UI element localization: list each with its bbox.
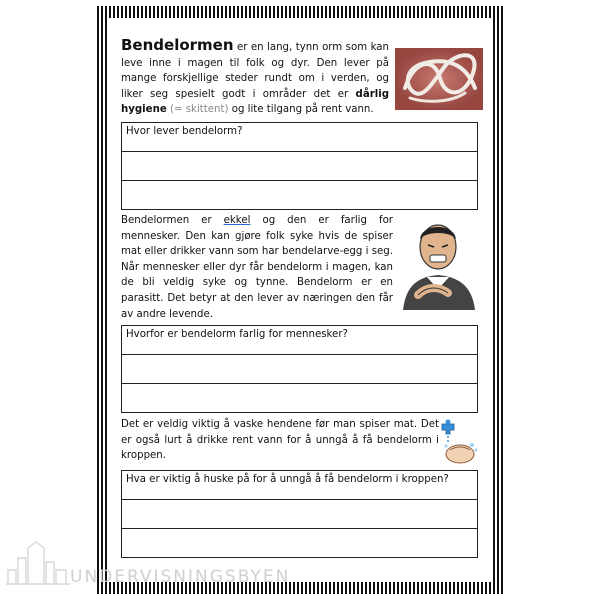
hygiene-paragraph: Det er veldig viktig å vaske hendene før man spiser mat. Det er også lurt å drikke rent vann for å unngå å få bendelorm i kroppen. — [121, 419, 439, 462]
sick-man-illustration — [398, 215, 478, 310]
question-1: Hvor lever bendelorm? — [122, 123, 477, 152]
answer-box-1 — [121, 122, 478, 210]
answer-line[interactable] — [122, 181, 477, 209]
underlined-word: ekkel — [223, 215, 251, 226]
answer-line[interactable] — [122, 384, 477, 412]
answer-box-2 — [121, 325, 478, 413]
answer-line[interactable] — [122, 500, 477, 529]
answer-line[interactable] — [122, 355, 477, 384]
danger-paragraph: Bendelormen er ekkel og den er farlig for mennesker. Den kan gjøre folk syke hvis de spiser mat eller drikker vann som har bendelarve-egg i seg. Når mennesker eller dyr får bendelorm i magen, kan de bli veldig syke og tynne. Bendelorm er en parasitt. Det betyr at den lever av næringen den får av andre levende. — [121, 215, 393, 320]
answer-box-3 — [121, 470, 478, 558]
city-skyline-logo — [6, 540, 72, 586]
answer-line[interactable] — [122, 152, 477, 181]
title-word: Bendelormen — [121, 36, 234, 54]
hand-washing-icon — [436, 418, 480, 468]
answer-line[interactable] — [122, 529, 477, 557]
tapeworm-image — [395, 48, 483, 110]
question-2: Hvorfor er bendelorm farlig for mennesker? — [122, 326, 477, 355]
intro-paragraph: Bendelormen er en lang, tynn orm som kan leve inne i magen til folk og dyr. Den lever på mange forskjellige steder rundt om i verden, og liker seg spesielt godt i områder det er dårlig hygiene (= skittent) og lite tilgang på rent vann. — [121, 36, 389, 116]
watermark-text: UNDERVISNINGSBYEN — [70, 567, 291, 587]
question-3: Hva er viktig å huske på for å unngå å få bendelorm i kroppen? — [122, 471, 477, 500]
